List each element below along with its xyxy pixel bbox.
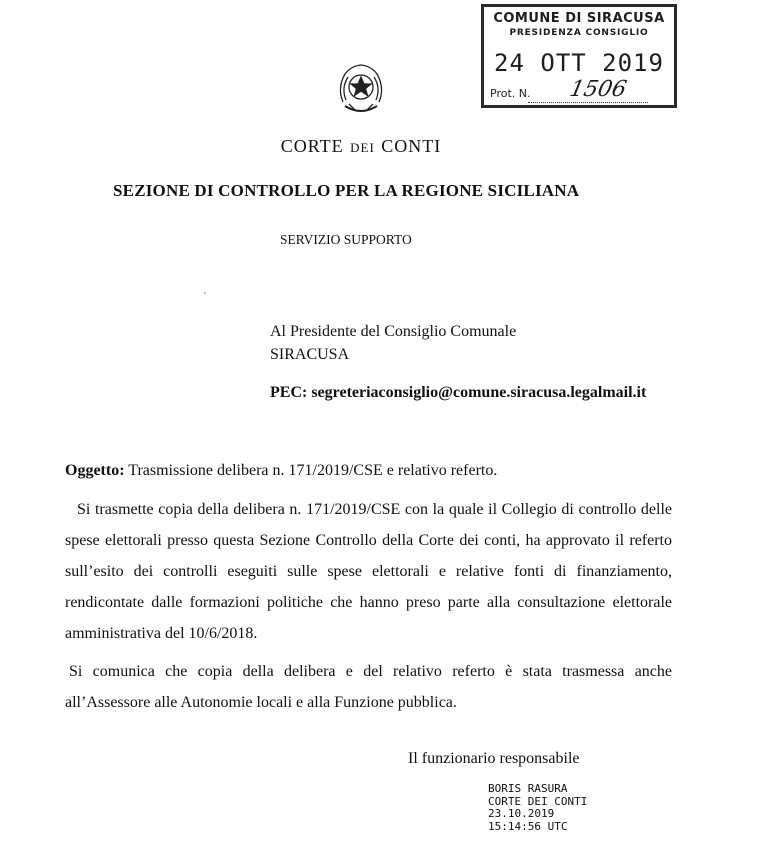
court-name-part1: CORTE [280, 136, 344, 156]
court-name-part2: DEI [350, 140, 375, 155]
subject-label: Oggetto: [65, 462, 125, 479]
court-name-part3: CONTI [381, 136, 442, 156]
stamp-municipality: COMUNE DI SIRACUSA [493, 11, 665, 26]
digital-signature-time: 15:14:56 UTC [488, 819, 568, 833]
scan-speck [204, 292, 206, 294]
stamp-prot-label: Prot. N. [490, 87, 531, 100]
digital-signature-date: 23.10.2019 [488, 807, 555, 820]
stamp-office: PRESIDENZA CONSIGLIO [509, 28, 649, 38]
service-heading: SERVIZIO SUPPORTO [280, 232, 412, 247]
digital-signature-block [488, 783, 587, 833]
subject-text: Trasmissione delibera n. 171/2019/CSE e relativo referto. [124, 462, 498, 479]
received-stamp [481, 4, 677, 108]
recipient-pec: PEC: segreteriaconsiglio@comune.siracusa.legalmail.it [270, 384, 647, 401]
section-heading: SEZIONE DI CONTROLLO PER LA REGIONE SICILIANA [113, 181, 580, 200]
signatory-title: Il funzionario responsabile [408, 750, 580, 767]
stamp-date: 24 OTT 2019 [494, 49, 664, 77]
court-name [0, 132, 722, 158]
body-paragraph-1: Si trasmette copia della delibera n. 171/2019/CSE con la quale il Collegio di controllo delle spese elettorali presso questa Sezione Controllo della Corte dei conti, ha approvato il referto sull’esito dei controlli eseguiti sulle spese elettorali e relative fonti di finanziamento, rendicontate dalle formazioni politiche che hanno preso parte alla consultazione elettorale amministrativa del 10/6/2018. [65, 501, 672, 642]
digital-signature-org: CORTE DEI CONTI [488, 794, 588, 808]
recipient-city: SIRACUSA [270, 346, 350, 363]
subject-line [65, 462, 497, 480]
digital-signature-name: BORIS RASURA [488, 782, 568, 795]
recipient-line-1: Al Presidente del Consiglio Comunale [270, 323, 517, 340]
italian-emblem-icon [333, 60, 389, 120]
body-paragraph-2: Si comunica che copia della delibera e del relativo referto è stata trasmessa anche all’Assessore alle Autonomie locali e alla Funzione pubblica. [65, 663, 672, 711]
stamp-prot-number: 1506 [567, 77, 629, 102]
stamp-prot-line [528, 102, 648, 103]
